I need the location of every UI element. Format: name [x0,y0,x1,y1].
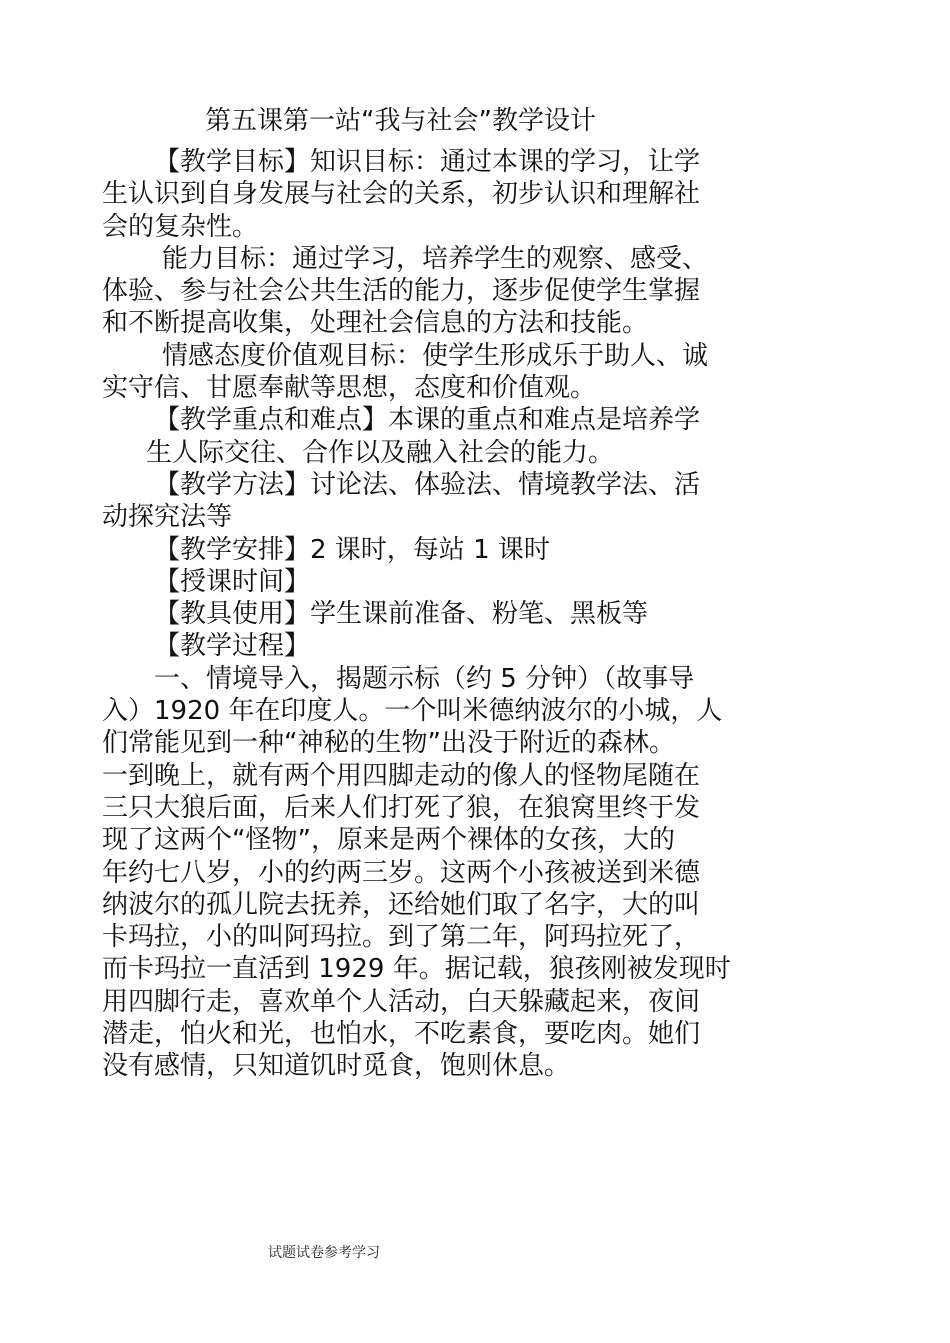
text-line: 【教学过程】 [154,631,311,662]
page-footer: 试题试卷参考学习 [268,1245,380,1261]
text-line: 【教学安排】2 课时，每站 1 课时 [154,534,550,565]
text-line: 会的复杂性。 [102,211,259,242]
text-line: 用四脚行走，喜欢单个人活动，白天躲藏起来，夜间 [102,986,701,1017]
text-line: 而卡玛拉一直活到 1929 年。据记载，狼孩刚被发现时 [102,954,731,985]
text-line: 和不断提高收集，处理社会信息的方法和技能。 [102,308,649,339]
text-line: 年约七八岁，小的约两三岁。这两个小孩被送到米德 [102,857,701,888]
text-line: 潜走，怕火和光，也怕水，不吃素食，要吃肉。她们 [102,1019,701,1050]
text-line: 纳波尔的孤儿院去抚养，还给她们取了名字，大的叫 [102,889,701,920]
text-line: 卡玛拉，小的叫阿玛拉。到了第二年，阿玛拉死了， [102,922,701,953]
text-line: 情感态度价值观目标：使学生形成乐于助人、诚 [162,340,709,371]
text-line: 【授课时间】 [154,566,311,597]
text-line: 三只大狼后面，后来人们打死了狼，在狼窝里终于发 [102,792,701,823]
text-line: 一、情境导入，揭题示标（约 5 分钟）（故事导 [154,663,695,694]
text-line: 现了这两个“怪物”，原来是两个裸体的女孩，大的 [102,825,675,856]
text-line: 动探究法等 [102,502,233,533]
text-line: 一到晚上，就有两个用四脚走动的像人的怪物尾随在 [102,760,701,791]
text-line: 【教学目标】知识目标：通过本课的学习，让学 [154,147,701,177]
text-line: 入）1920 年在印度人。一个叫米德纳波尔的小城，人 [102,696,723,727]
document-body [102,146,742,1083]
text-line: 【教具使用】学生课前准备、粉笔、黑板等 [154,599,649,630]
text-line: 生人际交往、合作以及融入社会的能力。 [146,437,615,468]
text-line: 体验、参与社会公共生活的能力，逐步促使学生掌握 [102,276,701,307]
text-line: 能力目标：通过学习，培养学生的观察、感受、 [162,243,709,274]
text-line: 没有感情，只知道饥时觅食，饱则休息。 [102,1051,571,1082]
text-line: 【教学重点和难点】本课的重点和难点是培养学 [154,405,701,436]
text-line: 【教学方法】讨论法、体验法、情境教学法、活 [154,469,701,500]
text-line: 们常能见到一种“神秘的生物”出没于附近的森林。 [102,728,675,759]
text-line: 实守信、甘愿奉献等思想，态度和价值观。 [102,373,597,404]
document-title: 第五课第一站“我与社会”教学设计 [205,106,596,136]
text-line: 生认识到自身发展与社会的关系，初步认识和理解社 [102,179,701,210]
